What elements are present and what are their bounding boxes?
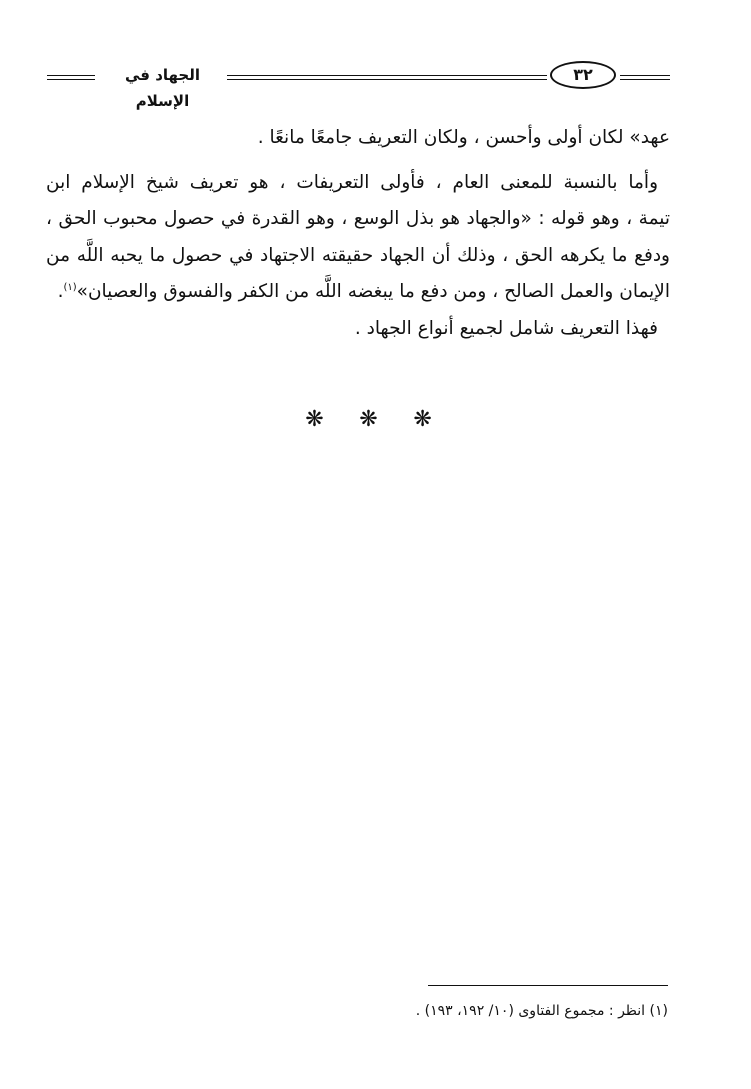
footnote-1: (١) انظر : مجموع الفتاوى (١٠/ ١٩٢، ١٩٣) .: [415, 1003, 668, 1019]
footnote-rule: [428, 985, 668, 986]
body-text: [46, 120, 670, 347]
paragraph-2-line-3: ودفع ما يكرهه الحق ، وذلك أن الجهاد حقيقته الاجتهاد في حصول ما يحبه اللَّه من: [46, 244, 670, 266]
paragraph-2-line-4: [46, 274, 670, 311]
header-rule-right: [620, 75, 670, 80]
header-rule-middle: [227, 75, 547, 80]
running-title: الجهاد في الإسلام: [124, 66, 201, 110]
paragraph-2-line-2: تيمة ، وهو قوله : «والجهاد هو بذل الوسع ، وهو القدرة في حصول محبوب الحق ،: [46, 208, 670, 229]
section-separator: ❋ ❋ ❋: [305, 407, 446, 432]
paragraph-2-line-4-text: الإيمان والعمل الصالح ، ومن دفع ما يبغضه اللَّه من الكفر والفسوق والعصيان»: [76, 281, 670, 302]
paragraph-2-line-4-end: .: [57, 281, 64, 302]
paragraph-1-line-1: عهد» لكان أولى وأحسن ، ولكان التعريف جامعًا مانعًا .: [257, 127, 670, 148]
paragraph-3-line-1: فهذا التعريف شامل لجميع أنواع الجهاد .: [354, 317, 658, 339]
page-number: ٣٢: [550, 61, 616, 89]
paragraph-2-line-1: وأما بالنسبة للمعنى العام ، فأولى التعريفات ، هو تعريف شيخ الإسلام ابن: [46, 171, 658, 193]
page-header: [47, 58, 670, 110]
header-rule-left: [47, 75, 95, 80]
footnote-marker: (١): [63, 281, 77, 293]
